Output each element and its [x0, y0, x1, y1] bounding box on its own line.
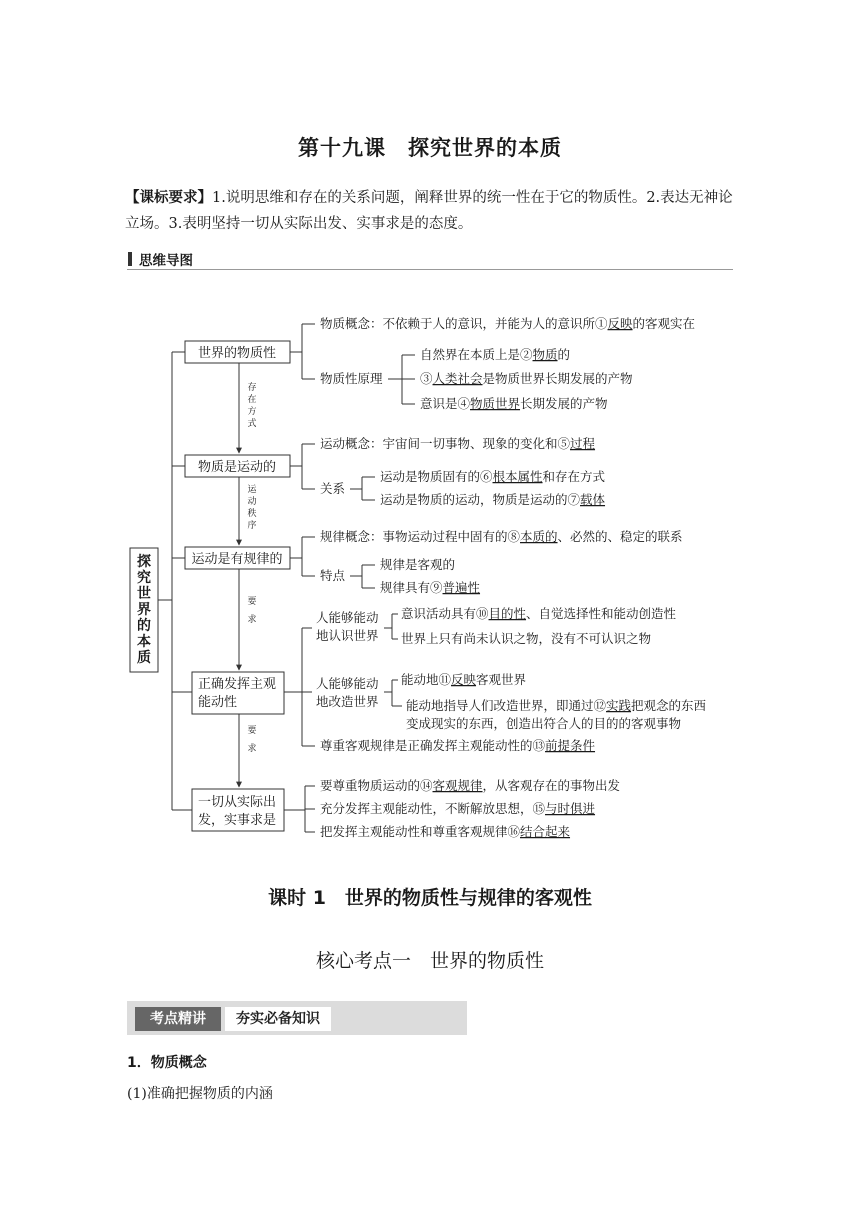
node-reality-l1: 一切从实际出 — [198, 795, 277, 810]
link-label-char: 在 — [247, 395, 257, 405]
link-label-char: 运 — [247, 485, 257, 495]
root-char: 界 — [137, 602, 151, 618]
node-initiative-l1: 正确发挥主观 — [198, 677, 277, 692]
link-label-char: 要 — [247, 597, 257, 607]
node-reality-l2: 发，实事求是 — [198, 813, 277, 828]
b4-know-l2: 地认识世界 — [316, 628, 379, 643]
b1-principle: 物质性原理 — [320, 371, 383, 386]
link-label-char: 求 — [247, 744, 257, 754]
link-label-char: 式 — [247, 419, 257, 429]
banner-label-dark: 考点精讲 — [135, 1007, 221, 1031]
b1-concept: 物质概念：不依赖于人的意识，并能为人的意识所①反映的客观实在 — [320, 316, 696, 331]
b3-feature: 特点 — [320, 568, 346, 583]
b4-transform-item-2-line2: 变成现实的东西，创造出符合人的目的的客观事物 — [406, 716, 682, 731]
root-char: 质 — [137, 650, 151, 666]
link-label-char: 动 — [247, 497, 257, 507]
b4-transform-item-2: 能动地指导人们改造世界，即通过⑫实践把观念的东西 — [406, 698, 707, 713]
link-label-char: 求 — [247, 615, 257, 625]
b1-point-1: 自然界在本质上是②物质的 — [420, 347, 571, 362]
b4-respect: 尊重客观规律是正确发挥主观能动性的⑬前提条件 — [320, 738, 596, 753]
node-initiative-l2: 能动性 — [198, 695, 238, 710]
lesson-title: 第十九课 探究世界的本质 — [298, 136, 562, 160]
node-motion: 物质是运动的 — [197, 460, 277, 475]
lesson-subtitle: 课时 1 世界的物质性与规律的客观性 — [268, 887, 592, 909]
link-label-char: 序 — [247, 521, 257, 531]
b5-item-1: 要尊重物质运动的⑭客观规律，从客观存在的事物出发 — [320, 778, 621, 793]
link-label-char: 方 — [247, 407, 257, 417]
banner-label-light: 夯实必备知识 — [225, 1007, 331, 1031]
link-label-char: 要 — [247, 726, 257, 736]
root-char: 探 — [137, 554, 151, 570]
b5-item-3: 把发挥主观能动性和尊重客观规律⑯结合起来 — [320, 824, 571, 839]
b1-point-2: ③人类社会是物质世界长期发展的产物 — [420, 371, 633, 386]
link-label-char: 秩 — [247, 509, 257, 519]
section-banner — [127, 1001, 467, 1035]
b2-relation-2: 运动是物质的运动，物质是运动的⑦载体 — [380, 492, 606, 507]
b5-item-2: 充分发挥主观能动性，不断解放思想，⑮与时俱进 — [320, 801, 596, 816]
link-label-char: 存 — [247, 383, 257, 393]
root-char: 本 — [137, 634, 151, 650]
root-char: 的 — [137, 618, 151, 634]
topic-subtitle: 核心考点一 世界的物质性 — [315, 950, 544, 972]
node-material: 世界的物质性 — [197, 346, 277, 361]
b4-know-item-1: 意识活动具有⑩目的性、自觉选择性和能动创造性 — [401, 606, 677, 621]
root-char: 究 — [137, 570, 151, 586]
sub-heading: (1)准确把握物质的内涵 — [127, 1086, 273, 1102]
mindmap-heading-text: 思维导图 — [139, 253, 193, 269]
node-law: 运动是有规律的 — [191, 552, 283, 567]
b3-concept: 规律概念：事物运动过程中固有的⑧本质的、必然的、稳定的联系 — [320, 529, 683, 544]
root-char: 世 — [137, 586, 151, 602]
b4-know-item-2: 世界上只有尚未认识之物，没有不可认识之物 — [401, 631, 652, 646]
section-heading: 1．物质概念 — [127, 1055, 207, 1071]
b1-point-3: 意识是④物质世界长期发展的产物 — [420, 396, 608, 411]
b2-relation-1: 运动是物质固有的⑥根本属性和存在方式 — [380, 469, 606, 484]
b2-concept: 运动概念：宇宙间一切事物、现象的变化和⑤过程 — [320, 436, 596, 451]
b3-feature-2: 规律具有⑨普遍性 — [380, 580, 481, 595]
b2-relation: 关系 — [320, 481, 346, 496]
b4-transform-l2: 地改造世界 — [316, 694, 379, 709]
b4-know-l1: 人能够能动 — [316, 610, 379, 625]
requirements-text: 1.说明思维和存在的关系问题，阐释世界的统一性在于它的物质性。2.表达无神论立场。3.表明坚持一切从实际出发、实事求是的态度。 — [125, 190, 733, 232]
requirements-tag: 【课标要求】 — [125, 190, 212, 206]
b4-transform-l1: 人能够能动 — [316, 676, 379, 691]
b4-transform-item-1: 能动地⑪反映客观世界 — [401, 672, 527, 687]
b3-feature-1: 规律是客观的 — [380, 557, 456, 572]
